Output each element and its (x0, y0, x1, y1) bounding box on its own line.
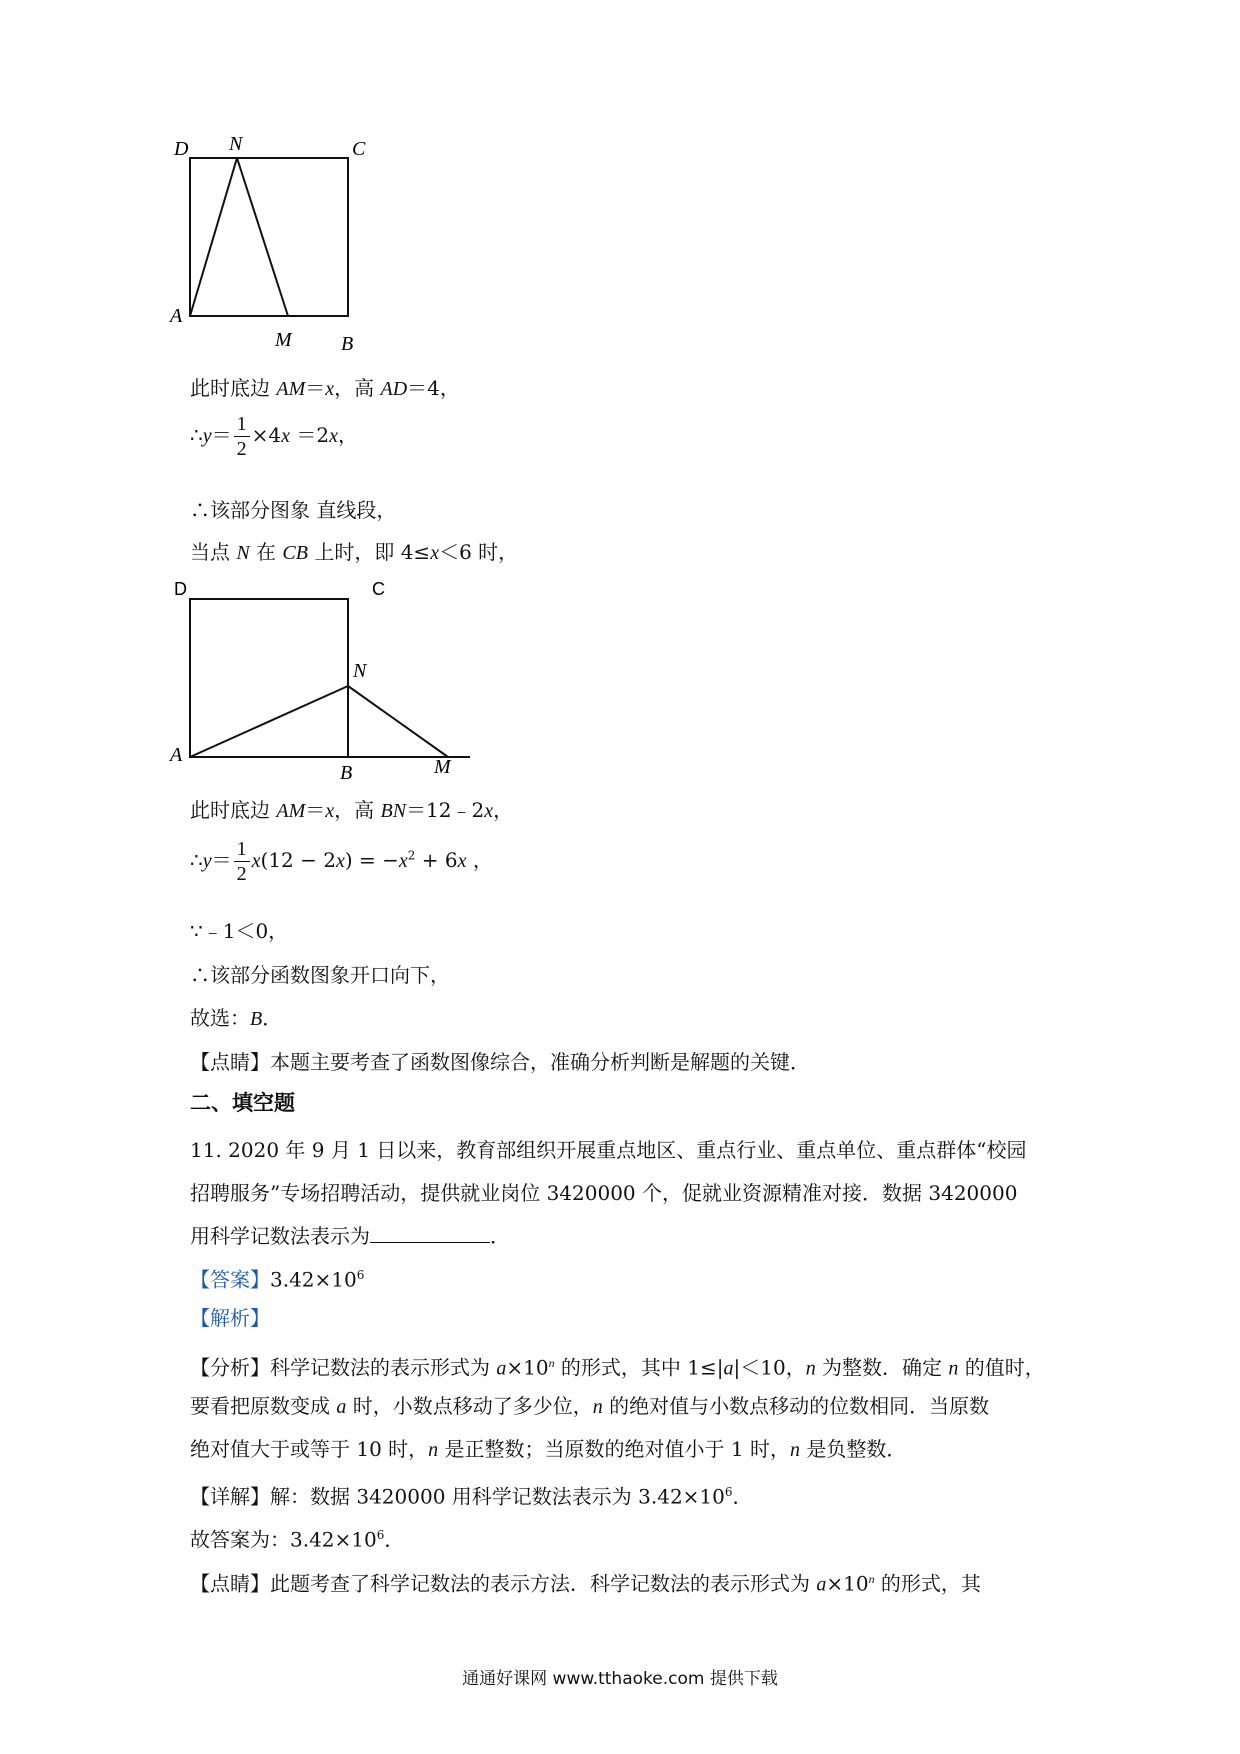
question-11-line-2: 招聘服务”专场招聘活动，提供就业岗位 3420000 个，促就业资源精准对接．数据 3420000 (190, 1181, 1018, 1205)
question-11-line-3: 用科学记数法表示为 ． (190, 1224, 510, 1248)
detail-line: 【详解】解：数据 3420000 用科学记数法表示为 $3.42\times 10^6$． (190, 1484, 753, 1509)
analysis-tag-line (190, 1305, 270, 1331)
text-line-1: 此时底边 AM＝x，高 AD＝4， (190, 376, 460, 400)
answer-tag: 【答案】 (190, 1267, 270, 1292)
question-11-line-1: 11. 2020 年 9 月 1 日以来，教育部组织开展重点地区、重点行业、重点单位、重点群体“校园 (190, 1138, 1027, 1162)
segment-an-2 (190, 686, 348, 757)
label-d: D (174, 138, 189, 160)
label-a: A (170, 305, 183, 327)
rectangle-abcd-2 (190, 599, 348, 757)
text-line-7: ∵﹣1＜0， (190, 919, 289, 943)
segment-an (190, 158, 237, 316)
fraction-one-half: $\frac{1}{2}$ (234, 412, 250, 461)
answer-conclusion-line: 故答案为：$3.42\times 10^6$． (190, 1527, 405, 1552)
label-n: N (229, 133, 243, 155)
comment-tag: 【点睛】 (190, 1050, 270, 1074)
text-line-8: ∴该部分函数图象开口向下， (190, 963, 450, 987)
figure-rectangle-triangle-1 (170, 133, 400, 360)
text-line-10: 【点睛】本题主要考查了函数图像综合，准确分析判断是解题的关键． (190, 1050, 810, 1074)
section-heading: 二、填空题 (190, 1091, 295, 1115)
text-line-5: 此时底边 AM＝x，高 BN＝12﹣2x， (190, 798, 514, 822)
analysis-line-3: 绝对值大于或等于 10 时，n 是正整数；当原数的绝对值小于 1 时，n 是负整数． (190, 1437, 907, 1461)
label-c: C (352, 138, 366, 160)
segment-nm (237, 158, 288, 316)
text-line-3: ∴该部分图象 直线段， (190, 498, 397, 522)
answer-blank (370, 1224, 490, 1243)
label-d-2: D (174, 579, 187, 599)
label-c-2: C (372, 579, 385, 599)
formula-line-2: ∴y＝ $\frac{1}{2}$ ×4x ＝2x， (190, 413, 358, 460)
analysis-line-2: 要看把原数变成 a 时，小数点移动了多少位，n 的绝对值与小数点移动的位数相同．当原数 (190, 1394, 990, 1418)
analysis-tag: 【解析】 (190, 1306, 270, 1330)
analysis-line-1: 【分析】科学记数法的表示形式为 $a\times 10^n$ 的形式，其中 1≤|a|＜10，n 为整数．确定 n 的值时， (190, 1355, 1045, 1380)
formula-line-6: ∴y＝ $\frac{1}{2}$ $x(12 - 2x) = -x^2 + 6x$ ， (190, 838, 493, 885)
label-m: M (275, 329, 292, 351)
text-line-9: 故选：B． (190, 1006, 283, 1030)
figure-rectangle-triangle-2 (170, 575, 480, 784)
comment-line-2: 【点睛】此题考查了科学记数法的表示方法．科学记数法的表示形式为 $a\times 10^n$ 的形式，其 (190, 1571, 981, 1596)
label-n-2: N (353, 660, 367, 682)
label-b: B (341, 333, 354, 355)
fraction-one-half-2: $\frac{1}{2}$ (234, 837, 250, 886)
text-line-4: 当点 N 在 CB 上时，即 4≤x＜6 时， (190, 540, 519, 564)
segment-nm-2 (348, 686, 448, 757)
label-a-2: A (170, 744, 183, 766)
answer-line: 【答案】$3.42\times 10^6$ (190, 1267, 365, 1292)
label-b-2: B (340, 762, 353, 784)
page-footer: 通通好课网 www.tthaoke.com 提供下载 (462, 1669, 778, 1689)
label-m-2: M (434, 756, 451, 778)
